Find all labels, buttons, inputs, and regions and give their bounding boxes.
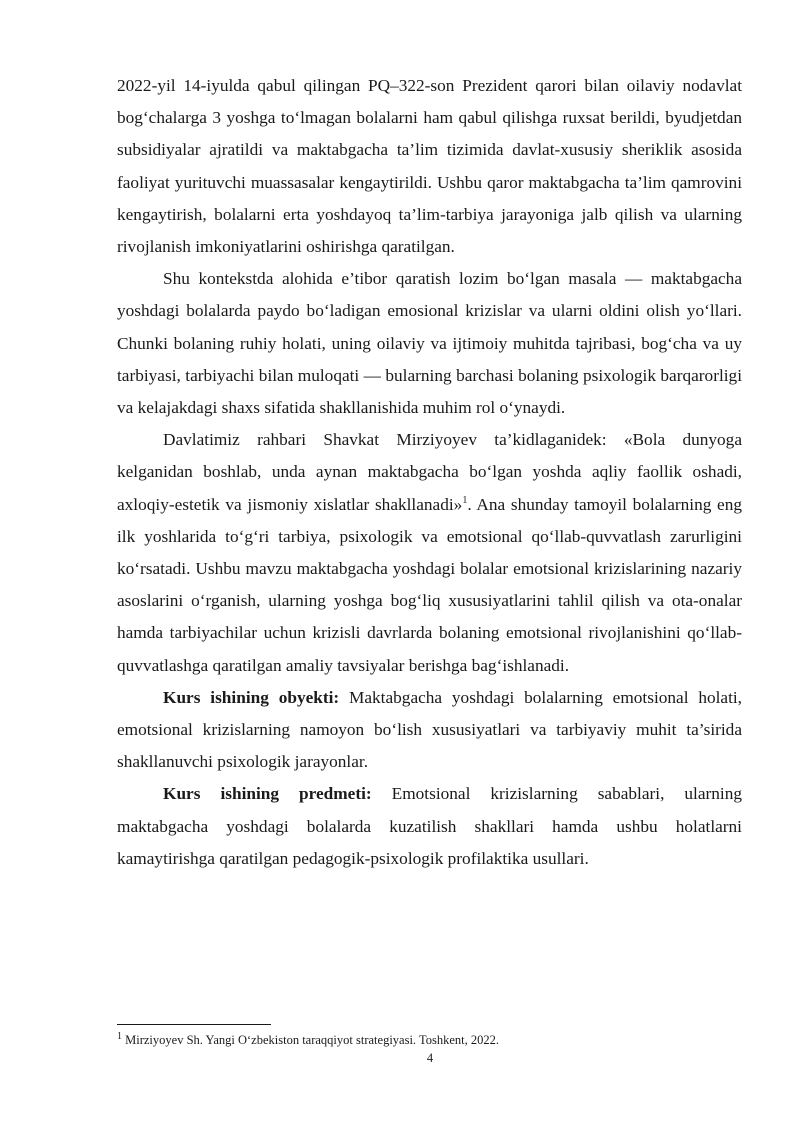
footnote-number: 1 [117,1030,122,1042]
subject-text: Emotsional krizislarning sabablari, ularning maktabgacha yoshdagi bolalarda kuzatilish shakllari hamda ushbu holatlarni kamaytirishga qaratilgan pedagogik-psixologik profilaktika usullari. [117,784,742,868]
footnote [117,1032,742,1048]
paragraph-object [117,682,742,779]
subject-label: Kurs ishining predmeti: [163,784,372,804]
footnote-text: Mirziyoyev Sh. Yangi O‘zbekiston taraqqiyot strategiyasi. Toshkent, 2022. [122,1033,499,1047]
paragraph-subject [117,778,742,875]
object-text: Maktabgacha yoshdagi bolalarning emotsional holati, emotsional krizislarning namoyon bo‘lish xususiyatlari va tarbiyaviy muhit ta’sirida shakllanuvchi psixologik jarayonlar. [117,687,742,772]
paragraph-2: Shu kontekstda alohida e’tibor qaratish lozim bo‘lgan masala — maktabgacha yoshdagi bolalarda paydo bo‘ladigan emosional krizislar va ularni oldini olish yo‘llari. Chunki bolaning ruhiy holati, uning oilaviy va ijtimoiy muhitda tajribasi, bog‘cha va uy tarbiyasi, tarbiyachi bilan muloqati — bularning barchasi bolaning psixologik barqarorligi va kelajakdagi shaxs sifatida shakllanishida muhim rol o‘ynaydi. [117,269,742,418]
paragraph-3 [117,424,742,682]
paragraph-3-text: Davlatimiz rahbari Shavkat Mirziyoyev ta’kidlaganidek: «Bola dunyoga kelganidan boshlab, unda aynan maktabgacha bo‘lgan yoshda aqliy faollik oshadi, axloqiy-estetik va jismoniy xislatlar shakllanadi» [117,430,742,514]
page-body [117,70,742,875]
page-number: 4 [426,1051,434,1065]
footnote-reference[interactable]: 1 [462,494,468,506]
footnote-separator [117,1024,271,1025]
paragraph-3-continuation: . Ana shunday tamoyil bolalarning eng ilk yoshlarida to‘g‘ri tarbiya, psixologik va emotsional qo‘llab-quvvatlash zarurligini ko‘rsatadi. Ushbu mavzu maktabgacha yoshdagi bolalar emotsional krizislarining nazariy asoslarini o‘rganish, ularning yoshga bog‘liq xususiyatlarini tahlil qilish va ota-onalar hamda tarbiyachilar uchun krizisli davrlarda bolaning emotsional rivojlanishini qo‘llab-quvvatlashga qaratilgan amaliy tavsiyalar berishga bag‘ishlanadi. [117,494,743,675]
object-label: Kurs ishining obyekti: [163,687,340,707]
paragraph-1: 2022-yil 14-iyulda qabul qilingan PQ–322-son Prezident qarori bilan oilaviy nodavlat bog‘chalarga 3 yoshga to‘lmagan bolalarni ham qabul qilishga ruxsat berildi, byudjetdan subsidiyalar ajratildi va maktabgacha ta’lim tizimida davlat-xususiy sheriklik asosida faoliyat yurituvchi muassasalar kengaytirildi. Ushbu qaror maktabgacha ta’lim qamrovini kengaytirish, bolalarni erta yoshdayoq ta’lim-tarbiya jarayoniga jalb qilish va ularning rivojlanish imkoniyatlarini oshirishga qaratilgan. [117,76,742,257]
